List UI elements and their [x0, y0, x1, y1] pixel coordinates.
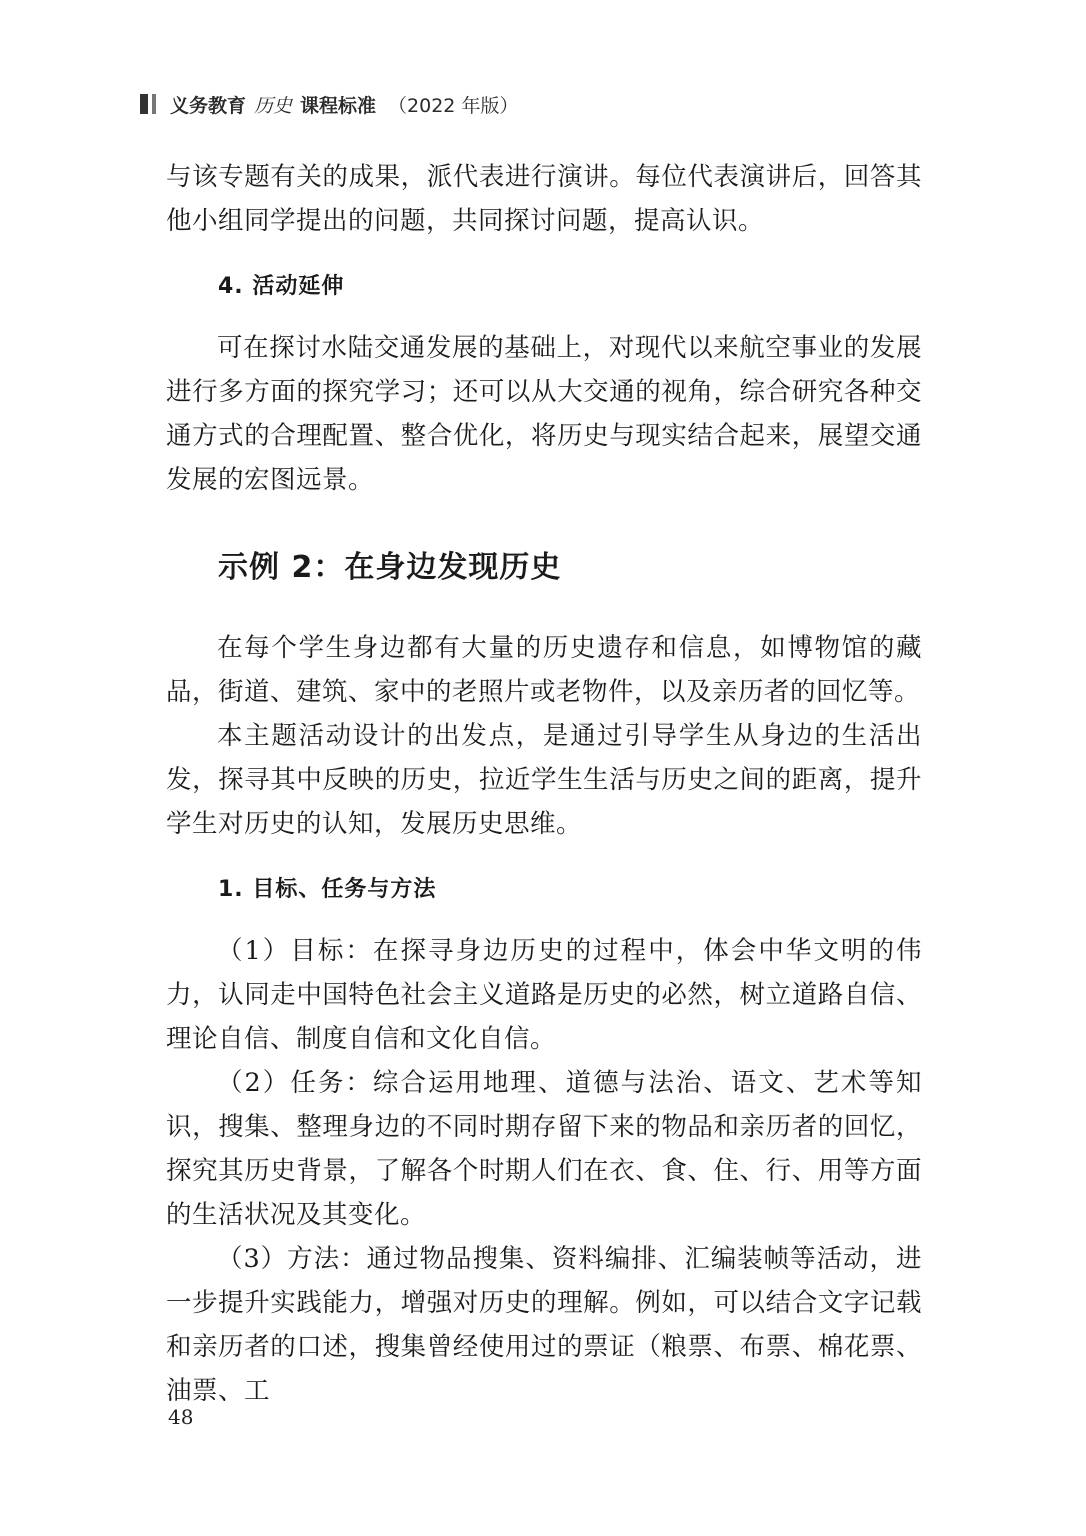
header-title-part1: 义务教育: [170, 94, 247, 117]
header-subject: 历史: [254, 94, 293, 117]
subheading-goals: 1. 目标、任务与方法: [218, 877, 437, 902]
paragraph-method: （3）方法：通过物品搜集、资料编排、汇编装帧等活动，进一步提升实践能力，增强对历史的理解。例如，可以结合文字记载和亲历者的口述，搜集曾经使用过的票证（粮票、布票、棉花票、油票、工: [166, 1244, 922, 1406]
header-bar-mark-icon: [140, 94, 160, 114]
header-title-part2: 课程标准: [300, 94, 377, 117]
header-edition: （2022 年版）: [388, 94, 519, 117]
paragraph-intro: 在每个学生身边都有大量的历史遗存和信息，如博物馆的藏品，街道、建筑、家中的老照片或老物件，以及亲历者的回忆等。: [166, 633, 922, 707]
page-number: 48: [168, 1405, 194, 1429]
paragraph-continued: 与该专题有关的成果，派代表进行演讲。每位代表演讲后，回答其他小组同学提出的问题，共同探讨问题，提高认识。: [166, 162, 922, 236]
paragraph-extension: 可在探讨水陆交通发展的基础上，对现代以来航空事业的发展进行多方面的探究学习；还可以从大交通的视角，综合研究各种交通方式的合理配置、整合优化，将历史与现实结合起来，展望交通发展的宏图远景。: [166, 333, 922, 495]
section-title: 示例 2：在身边发现历史: [218, 550, 562, 585]
paragraph-goal: （1）目标：在探寻身边历史的过程中，体会中华文明的伟力，认同走中国特色社会主义道路是历史的必然，树立道路自信、理论自信、制度自信和文化自信。: [166, 936, 922, 1054]
paragraph-purpose: 本主题活动设计的出发点，是通过引导学生从身边的生活出发，探寻其中反映的历史，拉近学生生活与历史之间的距离，提升学生对历史的认知，发展历史思维。: [166, 721, 922, 839]
running-header: [140, 90, 518, 118]
subheading-activity-extension: 4. 活动延伸: [218, 274, 345, 299]
paragraph-task: （2）任务：综合运用地理、道德与法治、语文、艺术等知识，搜集、整理身边的不同时期存留下来的物品和亲历者的回忆，探究其历史背景，了解各个时期人们在衣、食、住、行、用等方面的生活状况及其变化。: [166, 1068, 922, 1230]
page-body: [166, 155, 922, 1413]
